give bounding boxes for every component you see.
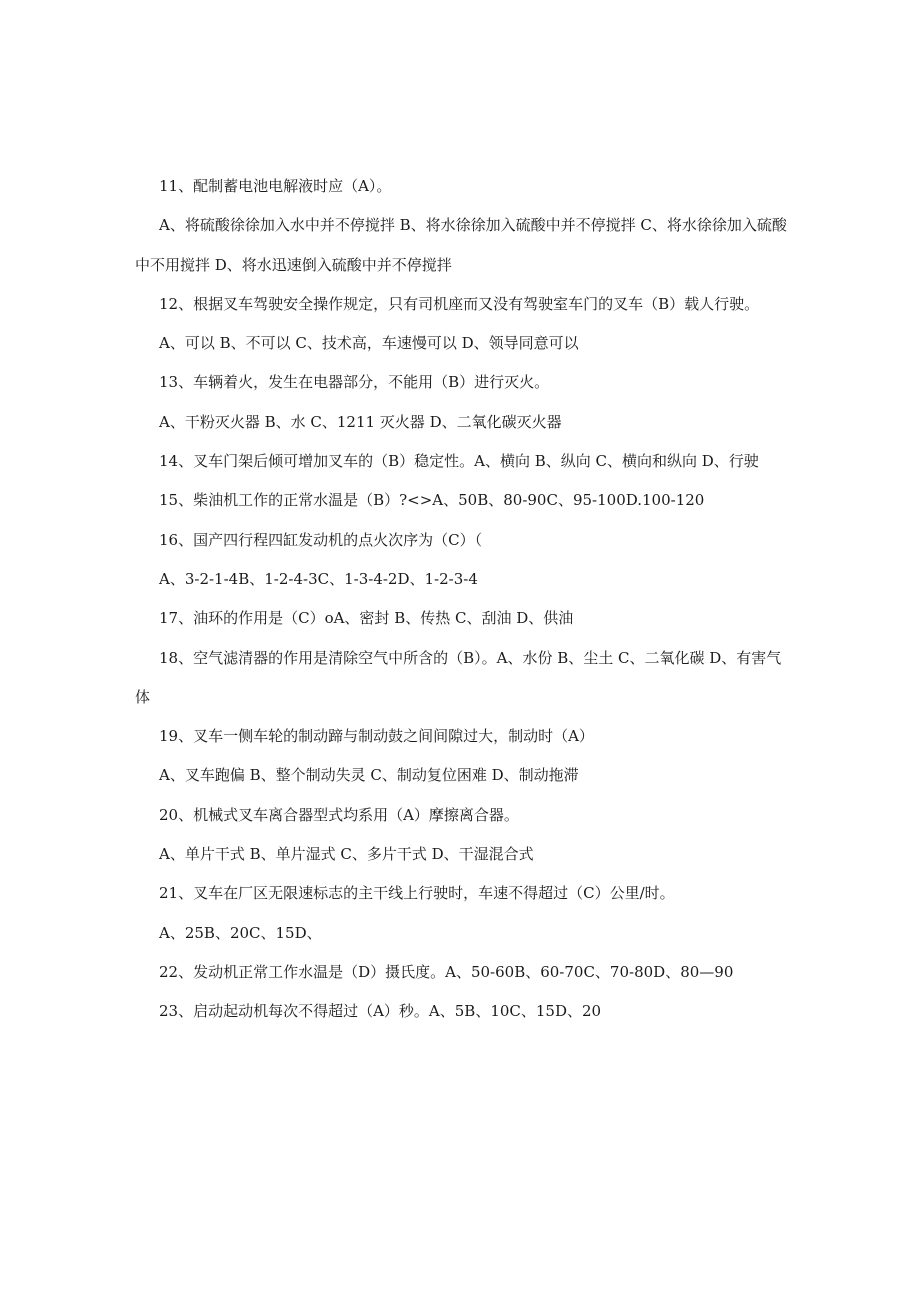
question-12: 12、根据叉车驾驶安全操作规定，只有司机座而又没有驾驶室车门的叉车（B）载人行驶。: [159, 294, 760, 313]
question-13-options: A、干粉灭火器 B、水 C、1211 灭火器 D、二氧化碳灭火器: [159, 412, 562, 431]
question-list: [135, 167, 790, 1032]
question-12-options: A、可以 B、不可以 C、技术高，车速慢可以 D、领导同意可以: [159, 334, 579, 353]
question-21: 21、叉车在厂区无限速标志的主干线上行驶时，车速不得超过（C）公里/时。: [159, 884, 675, 903]
question-18: 18、空气滤清器的作用是清除空气中所含的（B）。A、水份 B、尘土 C、二氧化碳 D、有害气体: [135, 648, 782, 706]
question-14: 14、叉车门架后倾可增加叉车的（B）稳定性。A、横向 B、纵向 C、横向和纵向 D、行驶: [159, 452, 759, 471]
question-15: 15、柴油机工作的正常水温是（B）?<>A、50B、80-90C、95-100D.100-120: [159, 491, 705, 510]
question-22: 22、发动机正常工作水温是（D）摄氏度。A、50-60B、60-70C、70-80D、80—90: [159, 962, 734, 981]
question-11-options: A、将硫酸徐徐加入水中并不停搅拌 B、将水徐徐加入硫酸中并不停搅拌 C、将水徐徐加入硫酸中不用搅拌 D、将水迅速倒入硫酸中并不停搅拌: [135, 216, 787, 274]
question-21-options: A、25B、20C、15D、: [159, 923, 322, 942]
question-11: 11、配制蓄电池电解液时应（A）。: [159, 177, 392, 195]
question-16: 16、国产四行程四缸发动机的点火次序为（C）（: [159, 530, 483, 549]
question-17: 17、油环的作用是（C）oA、密封 B、传热 C、刮油 D、供油: [159, 609, 574, 628]
question-20: 20、机械式叉车离合器型式均系用（A）摩擦离合器。: [159, 805, 519, 824]
question-16-options: A、3-2-1-4B、1-2-4-3C、1-3-4-2D、1-2-3-4: [159, 569, 478, 588]
question-20-options: A、单片干式 B、单片湿式 C、多片干式 D、干湿混合式: [159, 845, 534, 864]
question-13: 13、车辆着火，发生在电器部分，不能用（B）进行灭火。: [159, 373, 550, 392]
question-19: 19、叉车一侧车轮的制动蹄与制动鼓之间间隙过大，制动时（A）: [159, 727, 594, 746]
question-19-options: A、叉车跑偏 B、整个制动失灵 C、制动复位困难 D、制动拖滞: [159, 766, 579, 785]
question-23: 23、启动起动机每次不得超过（A）秒。A、5B、10C、15D、20: [159, 1002, 602, 1021]
